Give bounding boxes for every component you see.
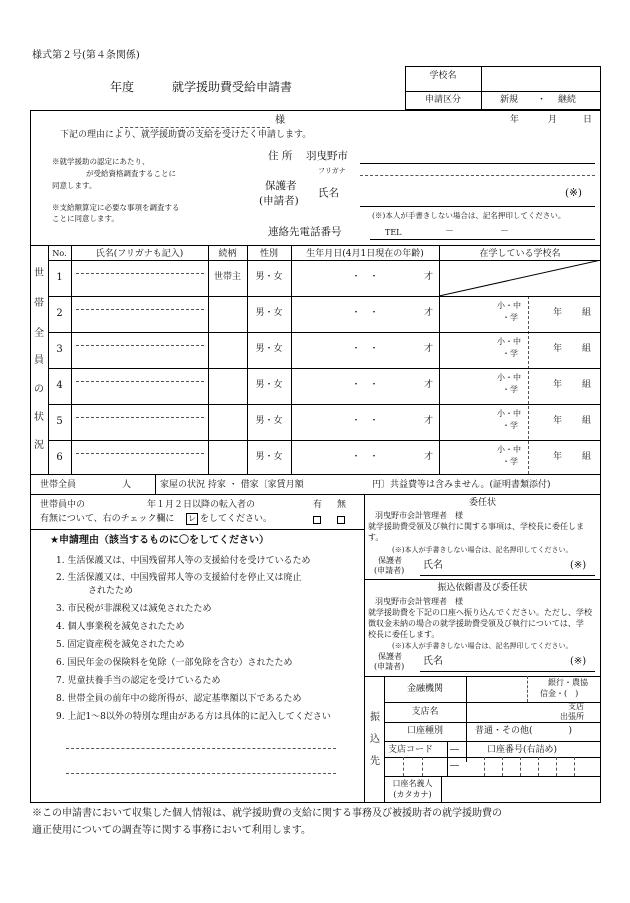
- age-unit: 才: [424, 272, 434, 282]
- school-type[interactable]: 小・中: [497, 301, 521, 310]
- birth-date-field[interactable]: ・ ・: [351, 272, 379, 282]
- birth-date-field[interactable]: ・ ・: [351, 344, 379, 354]
- class-unit: 組: [582, 416, 592, 426]
- school-name-cell[interactable]: [441, 370, 493, 402]
- school-name-cell[interactable]: [441, 334, 493, 366]
- row-number: 6: [56, 452, 63, 463]
- school-type[interactable]: 小・中: [497, 445, 521, 454]
- member-name-field[interactable]: [72, 441, 207, 475]
- class-unit: 組: [582, 308, 592, 318]
- reason-item[interactable]: 3. 市民税が非課税又は減免されたため: [56, 604, 212, 614]
- row1-school-slash: [439, 260, 601, 296]
- side-label-char: 員: [34, 355, 44, 366]
- delegation-title: 委任状: [468, 498, 496, 508]
- sex-options[interactable]: 男・女: [255, 272, 283, 282]
- form-number: 様式第２号(第４条関係): [32, 50, 140, 61]
- privacy-note-line2: 適正使用についての調査等に関する事務において利用します。: [32, 825, 311, 836]
- app-type-new[interactable]: 新規: [500, 95, 519, 105]
- school-type[interactable]: 小・中: [497, 373, 521, 382]
- school-name-field[interactable]: [482, 67, 600, 90]
- bank-name-field[interactable]: [467, 677, 527, 701]
- transfer-yes-checkbox[interactable]: [313, 515, 321, 525]
- member-name-field[interactable]: [72, 297, 207, 331]
- rent-field[interactable]: [325, 477, 370, 491]
- age-unit: 才: [424, 416, 434, 426]
- age-unit: 才: [424, 452, 434, 462]
- row-number: 1: [56, 272, 63, 283]
- reason-item[interactable]: 5. 固定資産税を減免されたため: [56, 640, 185, 650]
- birth-date-field[interactable]: ・ ・: [351, 308, 379, 318]
- transfer-name-field[interactable]: [450, 651, 565, 669]
- application-type-label: 申請区分: [424, 95, 461, 105]
- page-title: 就学援助費受給申請書: [172, 80, 293, 94]
- reason-item[interactable]: 7. 児童扶養手当の認定を受けているため: [56, 676, 221, 686]
- city-name: 羽曳野市: [306, 150, 348, 162]
- class-unit: 組: [582, 344, 592, 354]
- school-name-cell[interactable]: [441, 406, 493, 438]
- year-label: 年度: [110, 80, 135, 94]
- branch-code-field[interactable]: [385, 758, 446, 775]
- address-label: 住 所: [268, 150, 293, 162]
- birth-date-field[interactable]: ・ ・: [351, 416, 379, 426]
- transfer-request-title: 振込依頼書及び委任状: [437, 583, 528, 593]
- row-number: 5: [56, 416, 63, 427]
- school-name-label: 学校名: [429, 71, 457, 81]
- bank-institution-label: 金融機関: [406, 684, 443, 694]
- relation-cell: 世帯主: [213, 272, 241, 282]
- grade-unit: 年: [553, 416, 563, 426]
- member-name-field[interactable]: [72, 369, 207, 403]
- side-label-char: の: [34, 384, 44, 395]
- age-unit: 才: [424, 308, 434, 318]
- check-sample: レ: [188, 514, 196, 523]
- addressee: 様: [275, 115, 285, 126]
- side-label-char: 状: [34, 412, 44, 423]
- row-number: 3: [56, 344, 63, 355]
- sex-options[interactable]: 男・女: [255, 344, 283, 354]
- seal-mark: (※): [565, 187, 582, 199]
- name-label: 氏名: [318, 187, 339, 199]
- household-side-label: [30, 260, 48, 474]
- birth-date-field[interactable]: ・ ・: [351, 380, 379, 390]
- grade-unit: 年: [553, 308, 563, 318]
- privacy-note-line1: ※この申請書において収集した個人情報は、就学援助費の支給に関する事務及び被援助者の就学援助費の: [32, 808, 502, 819]
- account-number-field[interactable]: [467, 758, 600, 775]
- member-name-field[interactable]: [72, 405, 207, 439]
- reason-item[interactable]: 8. 世帯全員の前年中の総所得が、認定基準額以下であるため: [56, 694, 302, 704]
- school-type[interactable]: 小・中: [497, 337, 521, 346]
- reason-item[interactable]: 2. 生活保護又は、中国残留邦人等の支援給付を停止又は廃止: [56, 573, 302, 583]
- app-type-continue[interactable]: 継続: [558, 95, 577, 105]
- row-number: 2: [56, 308, 63, 319]
- member-name-field[interactable]: [72, 333, 207, 367]
- sex-options[interactable]: 男・女: [255, 308, 283, 318]
- member-name-field[interactable]: [72, 261, 207, 295]
- school-name-cell[interactable]: [441, 298, 493, 330]
- class-unit: 組: [582, 380, 592, 390]
- reason-item[interactable]: 1. 生活保護又は、中国残留邦人等の支援給付を受けているため: [56, 556, 311, 566]
- grade-unit: 年: [553, 452, 563, 462]
- address-field[interactable]: [360, 148, 595, 162]
- birth-date-field[interactable]: ・ ・: [351, 452, 379, 462]
- sex-options[interactable]: 男・女: [255, 380, 283, 390]
- school-name-cell[interactable]: [441, 442, 493, 474]
- side-label-char: 帯: [34, 298, 44, 309]
- request-text: 下記の理由により、就学援助費の支給を受けたく申請します。: [60, 130, 312, 140]
- transfer-no-checkbox[interactable]: [337, 515, 345, 525]
- reason-item[interactable]: 9. 上記1～8以外の特別な理由がある方は具体的に記入してください: [56, 712, 331, 722]
- special-reason-field[interactable]: [66, 733, 336, 777]
- reason-item[interactable]: されたため: [88, 586, 134, 596]
- reason-item[interactable]: 4. 個人事業税を減免されたため: [56, 622, 185, 632]
- housing-status: 家屋の状況 持家 ・ 借家〔家賃月額: [160, 480, 304, 490]
- side-label-char: 世: [34, 268, 44, 279]
- class-unit: 組: [582, 452, 592, 462]
- sex-options[interactable]: 男・女: [255, 452, 283, 462]
- account-type-options[interactable]: 普通・その他( ): [475, 726, 573, 736]
- age-unit: 才: [424, 380, 434, 390]
- account-holder-field[interactable]: [442, 777, 600, 802]
- grade-unit: 年: [553, 344, 563, 354]
- side-label-char: 全: [34, 328, 44, 339]
- age-unit: 才: [424, 344, 434, 354]
- sex-options[interactable]: 男・女: [255, 416, 283, 426]
- reason-item[interactable]: 6. 国民年金の保険料を免除（一部免除を含む）されたため: [56, 658, 293, 668]
- phone-label: 連絡先電話番号: [268, 226, 342, 238]
- branch-name-field[interactable]: [467, 703, 557, 721]
- row-number: 4: [56, 380, 63, 391]
- household-total-field[interactable]: [90, 477, 120, 491]
- reasons-title: ★申請理由（該当するものに〇をしてください）: [50, 535, 269, 546]
- delegation-name-field[interactable]: [450, 555, 565, 573]
- side-label-char: 況: [34, 440, 44, 451]
- guardian-name-field[interactable]: [360, 178, 560, 198]
- grade-unit: 年: [553, 380, 563, 390]
- school-type[interactable]: 小・中: [497, 409, 521, 418]
